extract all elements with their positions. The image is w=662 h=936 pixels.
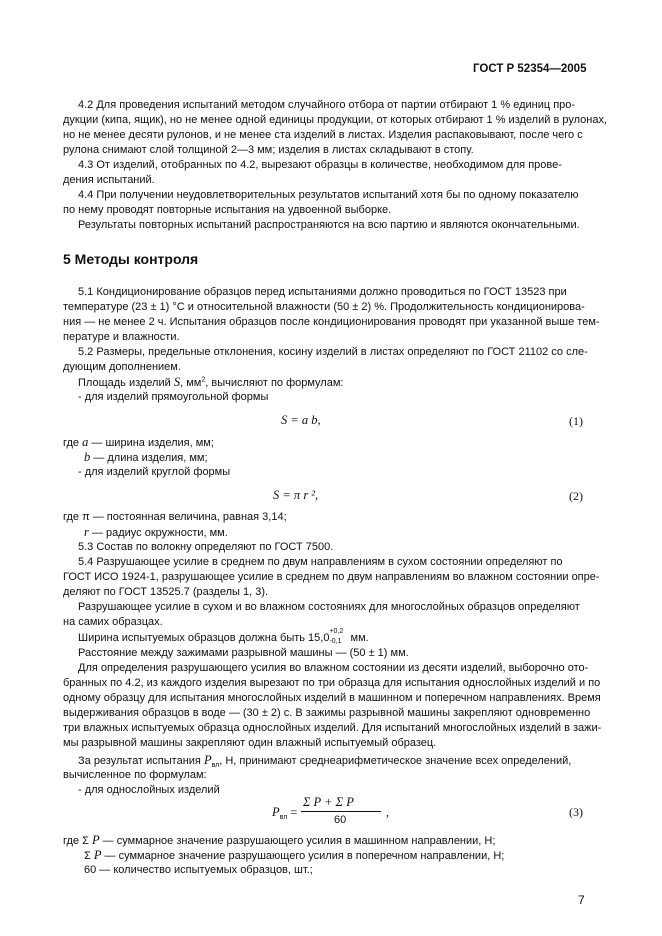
text-line: мы разрывной машины закрепляют один влажный испытуемый образец. (63, 737, 437, 749)
text-line: ГОСТ ИСО 1924-1, разрушающее усилие в среднем по двум направлениям во влажном состоянии опре- (63, 571, 600, 583)
text-line: Результаты повторных испытаний распространяются на всю партию и являются окончательными. (78, 219, 580, 231)
text-line: вычисленное по формулам: (63, 769, 207, 781)
text-line: три влажных испытуемых образца однослойных изделий. Для испытаний многослойных изделий в зажи- (63, 722, 602, 734)
text-line: 5.1 Кондиционирование образцов перед испытаниями должно проводиться по ГОСТ 13523 при (78, 286, 567, 298)
text-line: по нему проводят повторные испытания на удвоенной выборке. (63, 204, 392, 216)
text-line: Σ P — суммарное значение разрушающего усилия в поперечном направлении, Н; (84, 848, 505, 862)
formula-2: S = π r ², (273, 488, 319, 502)
text-line: температуре (23 ± 1) °С и относительной влажности (50 ± 2) %. Продолжительность кондиционирова- (63, 301, 585, 313)
text-line: но не менее десяти рулонов, и не менее ста изделий в листах. Изделия распаковывают, после чего с (63, 129, 583, 141)
document-code: ГОСТ Р 52354—2005 (473, 63, 587, 75)
text-line: дующим дополнением. (63, 361, 181, 373)
text-line: 5.2 Размеры, предельные отклонения, косину изделий в листах определяют по ГОСТ 21102 со сле- (78, 346, 588, 358)
text-line: рулона снимают слой толщиной 2—3 мм; изделия в листах складывают в стопу. (63, 144, 474, 156)
text-line: - для изделий прямоугольной формы (78, 391, 269, 403)
text-line: Площадь изделий S, $мм^2$, вычисляют по формулам: (78, 375, 344, 389)
text-line: дения испытаний. (63, 174, 155, 186)
text-line: одному образцу для испытания многослойных изделий в машинном и поперечном направлениях. Время (63, 692, 601, 704)
text-line: 60 — количество испытуемых образцов, шт.; (84, 864, 313, 876)
text-line: Разрушающее усилие в сухом и во влажном состояниях для многослойных образцов определяют (78, 601, 580, 613)
text-line: ния — не менее 2 ч. Испытания образцов после кондиционирования проводят при указанной выше тем- (63, 316, 600, 328)
text-line: дукции (кипа, ящик), но не менее одной единицы продукции, от которых отбирают 1 % изделий в рулонах, (63, 114, 608, 126)
formula-3: $P_{вл}$ = (272, 805, 298, 822)
formula-number: (2) (569, 489, 583, 503)
text-line: бранных по 4.2, из каждого изделия вырезают по три образца для испытания однослойных изделий и по (63, 677, 601, 689)
text-line: Для определения разрушающего усилия во влажном состоянии из десяти изделий, выборочно ото- (78, 662, 589, 674)
text-line: выдерживания образцов в воде — (30 ± 2) с. В зажимы разрывной машины закрепляют одновременно (63, 707, 591, 719)
text-line: За результат испытания $P_{вл}$, Н, принимают среднеарифметическое значение всех определений, (78, 753, 572, 770)
text-line: где Σ P — суммарное значение разрушающего усилия в машинном направлении, Н; (63, 833, 496, 847)
text-line: 4.4 При получении неудовлетворительных результатов испытаний хотя бы по одному показателю (78, 189, 579, 201)
text-line: 4.2 Для проведения испытаний методом случайного отбора от партии отбирают 1 % единиц про- (78, 99, 576, 111)
page-number: 7 (578, 893, 585, 907)
formula-number: (3) (569, 805, 583, 819)
text-line: 4.3 От изделий, отобранных по 4.2, вырезают образцы в количестве, необходимом для прове- (78, 159, 562, 171)
text-line: - для однослойных изделий (78, 784, 220, 796)
section-heading: 5 Методы контроля (63, 251, 199, 267)
text-line: пературе и влажности. (63, 331, 180, 343)
text-line: b — длина изделия, мм; (84, 450, 208, 464)
text-line: где π — постоянная величина, равная 3,14; (63, 511, 287, 523)
text-line: деляют по ГОСТ 13525.7 (разделы 1, 3). (63, 586, 269, 598)
text-line: Ширина испытуемых образцов должна быть 15,0 +0,2 -0,1 мм. (78, 628, 369, 645)
text-line: - для изделий круглой формы (78, 466, 231, 478)
text-line: 5.3 Состав по волокну определяют по ГОСТ 7500. (78, 541, 334, 553)
text-line: на самих образцах. (63, 616, 163, 628)
text-line: Расстояние между зажимами разрывной машины — (50 ± 1) мм. (78, 647, 409, 659)
formula-number: (1) (569, 414, 583, 428)
text-line: 5.4 Разрушающее усилие в среднем по двум направлениям в сухом состоянии определяют по (78, 556, 563, 568)
text-line: где a — ширина изделия, мм; (63, 435, 214, 449)
text-line: r — радиус окружности, мм. (84, 525, 228, 539)
formula-1: S = a b, (281, 413, 321, 427)
